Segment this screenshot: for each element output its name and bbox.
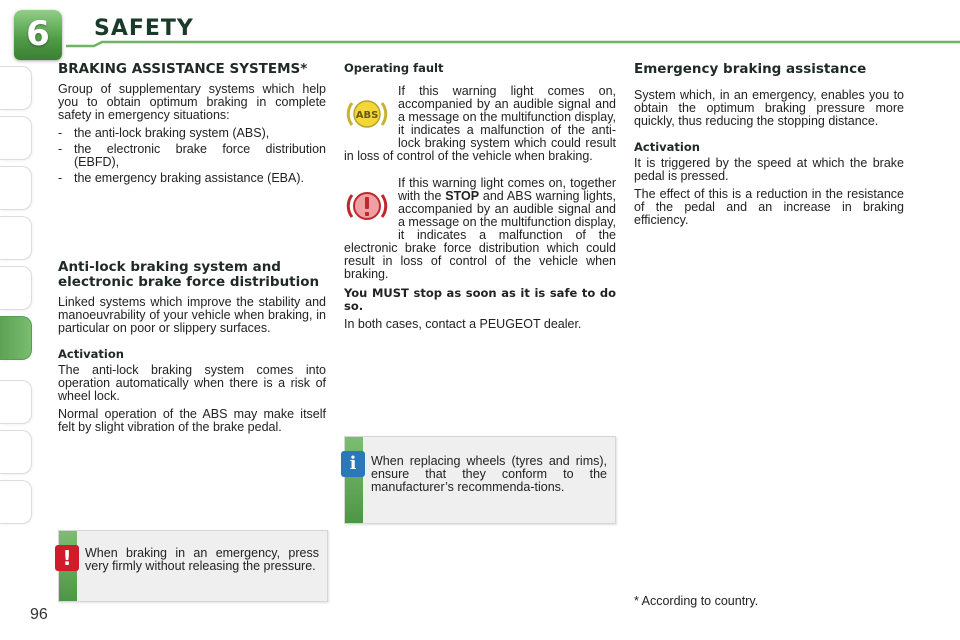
fault-heading: Operating fault xyxy=(344,61,444,75)
brake-warning-light-icon xyxy=(344,183,390,229)
abs-fault-block xyxy=(344,85,616,163)
info-callout xyxy=(344,436,616,524)
abs-intro: Linked systems which improve the stability and manoeuvrability of your vehicle when braking, in particular on poor or slippery surfaces. xyxy=(58,295,326,335)
svg-text:ABS: ABS xyxy=(355,110,379,121)
list-item: - the electronic brake force distribution (EBFD), xyxy=(58,142,326,169)
warning-callout-text: When braking in an emergency, press very firmly without releasing the pressure. xyxy=(85,546,319,573)
chapter-tab-2[interactable] xyxy=(0,116,32,160)
page-number: 96 xyxy=(30,606,48,623)
abs-heading: Anti-lock braking system and electronic brake force distribution xyxy=(58,259,320,290)
chapter-tab-7[interactable] xyxy=(0,380,32,424)
bas-list xyxy=(58,127,326,185)
column-emergency-braking xyxy=(634,62,904,232)
abs-warning-light-icon xyxy=(344,91,390,137)
chapter-tab-1[interactable] xyxy=(0,66,32,110)
chapter-tab-6-active[interactable] xyxy=(0,316,32,360)
chapter-tab-9[interactable] xyxy=(0,480,32,524)
info-icon: i xyxy=(341,451,365,477)
page-title: SAFETY xyxy=(94,16,194,41)
footnote: * According to country. xyxy=(634,594,759,608)
bas-heading: BRAKING ASSISTANCE SYSTEMS* xyxy=(58,61,308,77)
bas-intro: Group of supplementary systems which help you to obtain optimum braking in complete safety in emergency situations: xyxy=(58,82,326,122)
contact-dealer: In both cases, contact a PEUGEOT dealer. xyxy=(344,317,582,331)
eba-intro: System which, in an emergency, enables you to obtain the optimum braking pressure more quickly, thus reducing the stopping distance. xyxy=(634,88,904,128)
exclamation-warning-icon: ! xyxy=(55,545,79,571)
must-stop-warning: You MUST stop as soon as it is safe to do so. xyxy=(344,286,616,313)
eba-activation-p1: It is triggered by the speed at which the brake pedal is pressed. xyxy=(634,156,904,183)
chapter-tab-5[interactable] xyxy=(0,266,32,310)
eba-activation-p2: The effect of this is a reduction in the resistance of the pedal and an increase in braking efficiency. xyxy=(634,187,904,227)
column-operating-fault xyxy=(344,62,616,336)
callout-strip xyxy=(345,437,363,523)
chapter-tab-4[interactable] xyxy=(0,216,32,260)
abs-activation-p1: The anti-lock braking system comes into operation automatically when there is a risk of wheel lock. xyxy=(58,363,326,403)
ebfd-fault-block xyxy=(344,177,616,281)
abs-activation-heading: Activation xyxy=(58,347,124,361)
column-braking-systems xyxy=(58,62,326,439)
list-item: - the emergency braking assistance (EBA). xyxy=(58,171,304,185)
eba-activation-heading: Activation xyxy=(634,140,700,154)
fault-p2: If this warning light comes on, together with the STOP and ABS warning lights, accompanied by an audible signal and a message on the multifunction display, it indicates a malfunction of the electronic brake force distribution which could result in loss of control of the vehicle when braking. xyxy=(344,176,616,281)
title-underline xyxy=(66,40,960,48)
list-item: - the anti-lock braking system (ABS), xyxy=(58,126,270,140)
fault-p1: If this warning light comes on, accompanied by an audible signal and a message on the multifunction display, it indicates a malfunction of the anti-lock braking system which could result in loss of control of the vehicle when braking. xyxy=(344,84,616,163)
chapter-tab-3[interactable] xyxy=(0,166,32,210)
eba-heading: Emergency braking assistance xyxy=(634,61,867,77)
chapter-tab-8[interactable] xyxy=(0,430,32,474)
warning-callout xyxy=(58,530,328,602)
info-callout-text: When replacing wheels (tyres and rims), ensure that they conform to the manufacturer’s recommenda-tions. xyxy=(371,454,607,494)
abs-activation-p2: Normal operation of the ABS may make itself felt by slight vibration of the brake pedal. xyxy=(58,407,326,434)
chapter-number-badge: 6 xyxy=(14,10,62,60)
page-header xyxy=(0,0,960,54)
